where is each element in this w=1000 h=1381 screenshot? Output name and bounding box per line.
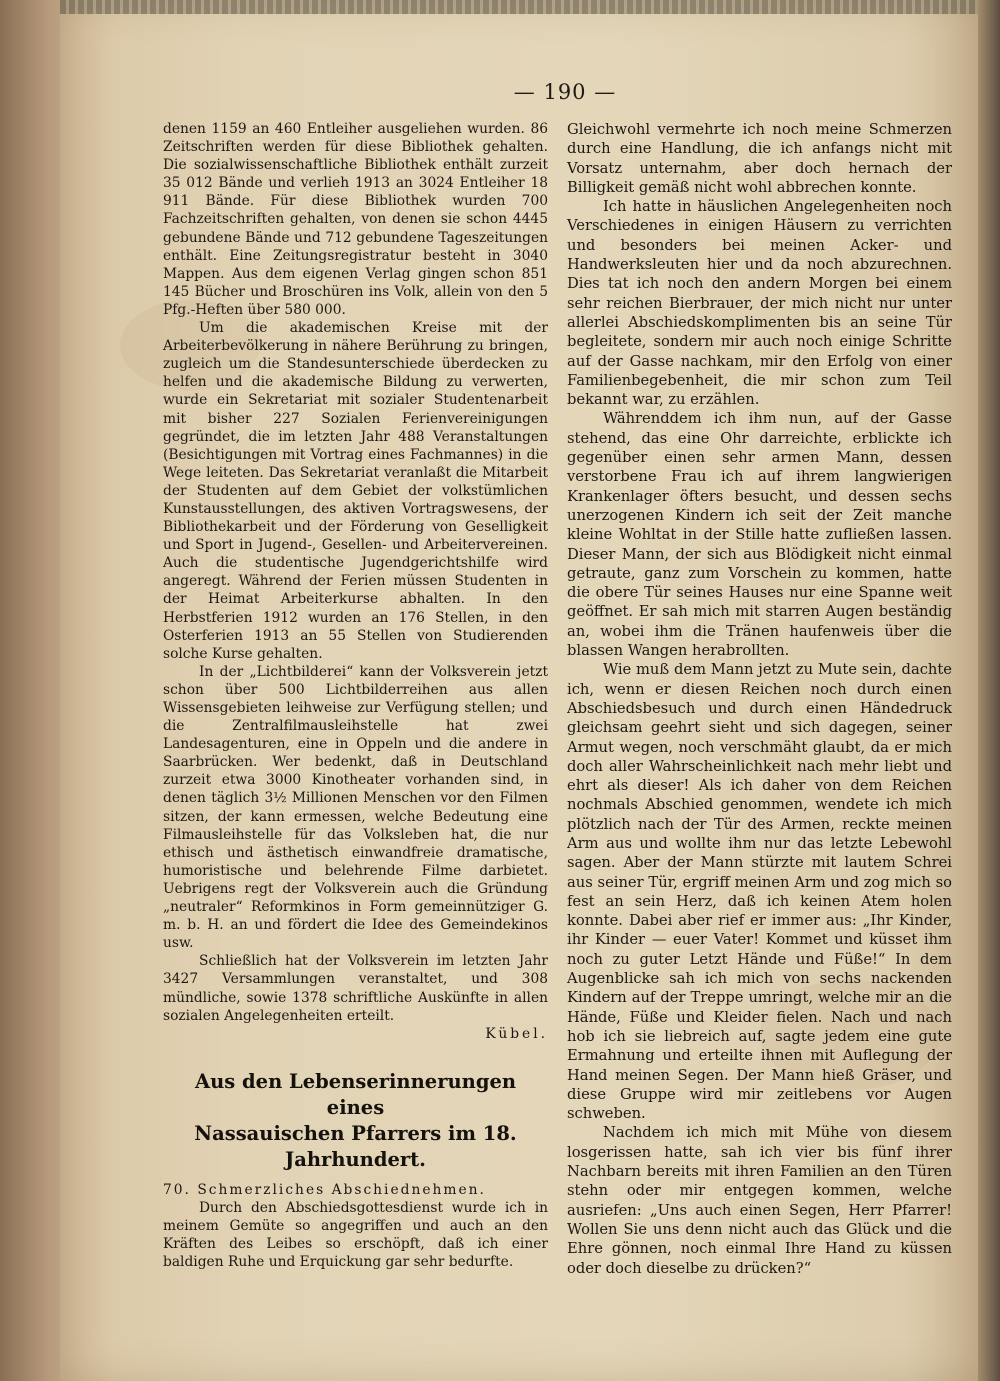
paragraph: In der „Lichtbilderei“ kann der Volksverein jetzt schon über 500 Lichtbilderreihen aus allen Wissensgebieten leihweise zur Verfügung stellen; und die Zentralfilmausleihstelle hat zwei Landesagenturen, eine in Oppeln und die andere in Saarbrücken. Wer bedenkt, daß in Deutschland zurzeit etwa 3000 Kinotheater vorhanden sind, in denen täglich 3½ Millionen Menschen vor den Filmen sitzen, der kann ermessen, welche Bedeutung eine Filmausleihstelle für das Volksleben hat, die nur ethisch und ästhetisch einwandfreie dramatische, humoristische und belehrende Filme darbietet. Uebrigens regt der Volksverein auch die Gründung „neutraler“ Reformkinos in Form gemeinnütziger G. m. b. H. an und fördert die Idee des Gemeindekinos usw. bbox=[163, 663, 548, 952]
heading-line: Aus den Lebenserinnerungen eines bbox=[194, 1069, 517, 1119]
paragraph bbox=[163, 952, 548, 1042]
paragraph: Wie muß dem Mann jetzt zu Mute sein, dachte ich, wenn er diesen Reichen noch durch einen Abschiedsbesuch und durch einen Händedruck gleichsam geehrt sieht und sich dagegen, seiner Armut wegen, noch verschmäht glaubt, da er mich doch aller Wahrscheinlichkeit nach mehr liebt und ehrt als dieser! Als ich daher von dem Reichen nochmals Abschied genommen, wendete ich mich plötzlich nach der Tür des Armen, reckte meinen Arm aus und wollte ihm nur das letzte Lebewohl sagen. Aber der Mann stürzte mit lautem Schrei aus seiner Tür, ergriff meinen Arm und zog mich so fest an sein Herz, daß ich keinen Atem holen konnte. Dabei aber rief er immer aus: „Ihr Kinder, ihr Kinder — euer Vater! Kommet und küsset ihm noch zu guter Letzt Hände und Füße!“ In dem Augenblicke sah ich mich von sechs nackenden Kindern auf der Treppe umringt, welche mir an die Hände, Füße und Kleider fielen. Nach und nach hob ich sie liebreich auf, sagte jedem eine gute Ermahnung und erteilte ihnen mit Auflegung der Hand meinen Segen. Der Mann hieß Gräser, und diese Gruppe wird mir zeitlebens vor Augen schweben. bbox=[567, 661, 952, 1123]
author-signature: Kübel. bbox=[485, 1025, 548, 1042]
paragraph-text: Schließlich hat der Volksverein im letzten Jahr 3427 Versammlungen veranstaltet, und 308 mündliche, sowie 1378 schriftliche Auskünfte in allen sozialen Angelegenheiten erteilt. bbox=[163, 953, 548, 1024]
paragraph: Ich hatte in häuslichen Angelegenheiten noch Verschiedenes in einigen Häusern zu verrichten und besonders bei meinen Acker- und Handwerksleuten hier und da noch abzurechnen. Dies tat ich noch den andern Morgen bei einem sehr reichen Bierbrauer, der mich nicht nur unter allerlei Abschiedskomplimenten bis an seine Tür begleitete, sondern mir auch noch einige Schritte auf der Gasse nachkam, mir den Erfolg von einer Familienbegebenheit, die mir schon zum Teil bekannt war, zu erzählen. bbox=[567, 198, 952, 409]
right-column bbox=[567, 120, 952, 1278]
paragraph: Nachdem ich mich mit Mühe von diesem losgerissen hatte, sah ich vier bis fünf ihrer Nachbarn bereits mit ihren Familien an den Türen stehn oder mir entgegen kommen, welche ausriefen: „Uns auch einen Segen, Herr Pfarrer! Wollen Sie uns denn nicht auch das Glück und die Ehre gönnen, noch einmal Ihre Hand zu küssen oder doch dieselbe zu drücken?“ bbox=[567, 1124, 952, 1277]
paragraph: Gleichwohl vermehrte ich noch meine Schmerzen durch eine Handlung, die ich anfangs nicht mit Vorsatz unternahm, aber doch hernach der Billigkeit gemäß nicht wohl abbrechen konnte. bbox=[567, 121, 952, 196]
heading-line: Nassauischen Pfarrers im 18. Jahrhundert. bbox=[194, 1121, 517, 1171]
paragraph: Durch den Abschiedsgottesdienst wurde ich in meinem Gemüte so angegriffen und auch an den Kräften des Leibes so erschöpft, daß ich einer baldigen Ruhe und Erquickung gar sehr bedurfte. bbox=[163, 1199, 548, 1271]
left-column bbox=[163, 120, 548, 1271]
article-heading bbox=[163, 1069, 548, 1173]
paragraph: Um die akademischen Kreise mit der Arbeiterbevölkerung in nähere Berührung zu bringen, zugleich um die Standesunterschiede überdecken zu helfen und die akademische Bildung zu verwerten, wurde ein Sekretariat mit sozialer Studentenarbeit mit bisher 227 Sozialen Ferienvereinigungen gegründet, die im letzten Jahr 488 Veranstaltungen (Besichtigungen mit Vortrag eines Fachmannes) in die Wege leiteten. Das Sekretariat veranlaßt die Mitarbeit der Studenten auf dem Gebiet der volkstümlichen Kunstausstellungen, des aktiven Vortragswesens, der Bibliothekarbeit und der Förderung von Geselligkeit und Sport in Jugend-, Gesellen- und Arbeitervereinen. Auch die studentische Jugendgerichtshilfe wird angeregt. Während der Ferien müssen Studenten in der Heimat Arbeiterkurse abhalten. In den Herbstferien 1912 wurden an 176 Stellen, in den Osterferien 1913 an 55 Stellen von Studierenden solche Kurse gehalten. bbox=[163, 320, 548, 662]
top-edge-strip bbox=[60, 0, 978, 14]
right-page-edge bbox=[978, 0, 1000, 1381]
paragraph: denen 1159 an 460 Entleiher ausgeliehen wurden. 86 Zeitschriften werden für diese Bibliothek gehalten. Die sozialwissenschaftliche Bibliothek enthält zurzeit 35 012 Bände und verlieh 1913 an 3024 Entleiher 18 911 Bände. Für diese Bibliothek wurden 700 Fachzeitschriften gehalten, von denen sie schon 4445 gebundene Bände und 712 gebundene Tageszeitungen enthält. Eine Zeitungsregistratur besteht in 3040 Mappen. Aus dem eigenen Verlag gingen schon 851 145 Bücher und Broschüren ins Volk, allein von den 5 Pfg.-Heften über 580 000. bbox=[163, 121, 548, 318]
paragraph: Währenddem ich ihm nun, auf der Gasse stehend, das eine Ohr darreichte, erblickte ich gegenüber einen sehr armen Mann, dessen verstorbene Frau ich auf ihrem langwierigen Krankenlager öfters besucht, und dessen sechs unerzogenen Kindern ich seit der Zeit manche kleine Wohltat in der Stille hatte zufließen lassen. Dieser Mann, der sich aus Blödigkeit nicht einmal getraute, ganz zum Vorschein zu kommen, hatte die obere Tür seines Hauses nur eine Spanne weit geöffnet. Er sah mich mit starren Augen beständig an, wobei ihm die Tränen haufenweis über die blassen Wangen herabrollten. bbox=[567, 410, 952, 660]
section-subheading: 70. Schmerzliches Abschiednehmen. bbox=[163, 1181, 486, 1198]
page-number: — 190 — bbox=[513, 80, 617, 104]
